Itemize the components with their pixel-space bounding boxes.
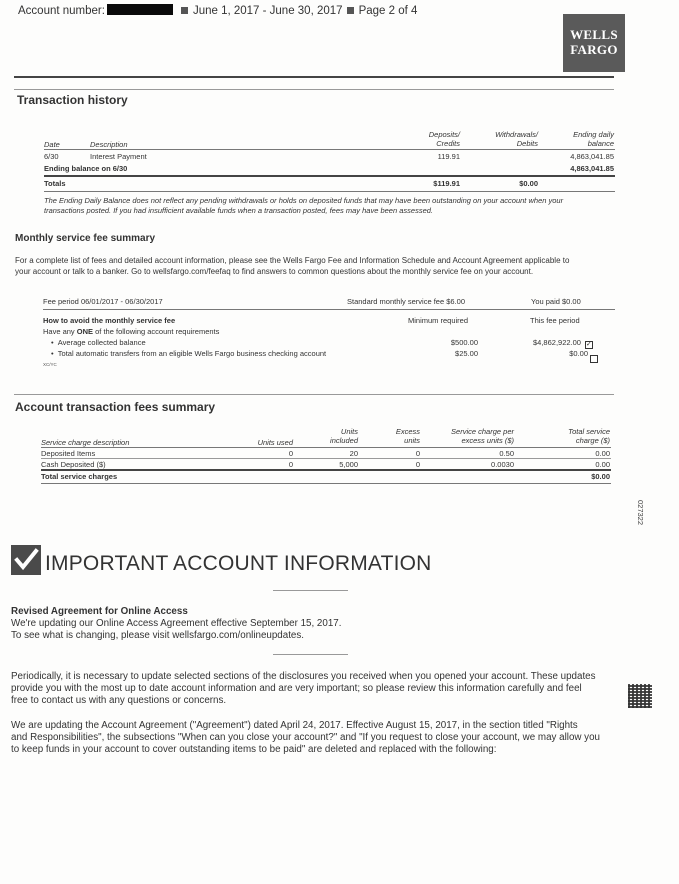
table-header-divider xyxy=(44,149,615,150)
totals-credits: $119.91 xyxy=(433,179,460,188)
table-row-units-used: 0 xyxy=(288,460,293,469)
table-header-divider xyxy=(41,447,611,448)
divider xyxy=(14,89,614,90)
logo-line-1: WELLS xyxy=(570,27,618,42)
table-row-balance: 4,863,041.85 xyxy=(570,152,614,161)
bullet-square-icon xyxy=(347,7,354,14)
table-row-credit: 119.91 xyxy=(437,152,460,161)
table-row-charge-per-unit: 0.0030 xyxy=(491,460,514,469)
standard-fee: Standard monthly service fee $6.00 xyxy=(347,297,465,306)
disclosure-update-paragraph: Periodically, it is necessary to update selected sections of the disclosures you received when you opened your account. These updates provide you with the most up to date account information and are very important; so please review this information carefully and feel free to contact us with any questions or concerns. xyxy=(11,671,596,706)
divider xyxy=(41,483,611,484)
section-title-transaction-history: Transaction history xyxy=(17,93,128,107)
page-header xyxy=(18,4,417,17)
col-header-description: Description xyxy=(90,140,128,149)
divider xyxy=(14,394,614,395)
bullet-square-icon xyxy=(181,7,188,14)
requirement-average-balance-min: $500.00 xyxy=(450,338,478,347)
requirement-auto-transfers-value: $0.00 xyxy=(569,349,588,358)
requirement-average-balance: • Average collected balance xyxy=(51,338,146,347)
revised-agreement-heading: Revised Agreement for Online Access xyxy=(11,606,188,617)
col-header-units-used: Units used xyxy=(257,438,293,447)
table-row-excess-units: 0 xyxy=(415,460,420,469)
col-header-withdrawals: Withdrawals/ Debits xyxy=(495,130,538,148)
requirements-intro: Have any ONE of the following account requirements xyxy=(43,327,220,336)
table-row-units-used: 0 xyxy=(288,449,293,458)
short-divider xyxy=(273,654,348,655)
totals-divider xyxy=(41,469,611,471)
document-side-code: 027322 xyxy=(636,500,645,526)
row-divider xyxy=(41,458,611,459)
qr-code-icon xyxy=(628,684,652,708)
you-paid: You paid $0.00 xyxy=(531,297,581,306)
requirement-auto-transfers: • Total automatic transfers from an eligible Wells Fargo business checking account xyxy=(51,349,327,358)
unchecked-box-icon xyxy=(590,349,598,367)
table-row-units-included: 5,000 xyxy=(339,460,358,469)
this-fee-period-header: This fee period xyxy=(530,316,580,325)
requirement-average-balance-value: $4,862,922.00 ✓ xyxy=(533,338,592,348)
how-to-avoid-heading: How to avoid the monthly service fee xyxy=(43,316,176,325)
page-number: Page 2 of 4 xyxy=(358,5,418,17)
col-header-deposits: Deposits/ Credits xyxy=(428,130,460,148)
table-row-total-charge: 0.00 xyxy=(595,460,610,469)
divider xyxy=(44,191,615,192)
statement-period: June 1, 2017 - June 30, 2017 xyxy=(192,5,343,17)
table-row-charge-per-unit: 0.50 xyxy=(499,449,514,458)
section-title-monthly-fee: Monthly service fee summary xyxy=(15,233,156,244)
col-header-service-description: Service charge description xyxy=(41,438,130,447)
account-agreement-paragraph: We are updating the Account Agreement ("Agreement") dated April 24, 2017. Effective August 15, 2017, in the section titled "Rights and Responsibilities", the subsections "When can you close your account?" and "If you request to close your account, we may allow you to keep funds in your account to cover outstanding items to be paid" are deleted and replaced with the following: xyxy=(11,720,600,755)
totals-label: Totals xyxy=(44,179,66,188)
account-code: XC/YC xyxy=(43,362,57,367)
monthly-fee-intro: For a complete list of fees and detailed account information, please see the Wells Fargo Fee and Information Schedule and Account Agreement applicable to your account or talk to a banker. Go to wellsfargo.com/feefaq to find answers to common questions about the monthly service fee on your account. xyxy=(15,256,570,276)
divider xyxy=(43,309,615,310)
table-row-description: Deposited Items xyxy=(41,449,96,458)
header-divider xyxy=(14,76,614,78)
col-header-units-included: Units included xyxy=(330,427,358,445)
table-row-date: 6/30 xyxy=(44,152,59,161)
fee-period: Fee period 06/01/2017 - 06/30/2017 xyxy=(43,297,163,306)
col-header-ending-balance: Ending daily balance xyxy=(573,130,614,148)
revised-agreement-text: We're updating our Online Access Agreement effective September 15, 2017. To see what is changing, please visit wellsfargo.com/onlineupdates. xyxy=(11,618,342,641)
wells-fargo-logo xyxy=(563,14,625,72)
account-number-label: Account number: xyxy=(18,5,105,17)
checkmark-icon xyxy=(11,545,41,575)
logo-line-2: FARGO xyxy=(570,42,618,57)
table-row-description: Cash Deposited ($) xyxy=(41,460,106,469)
checked-box-icon: ✓ xyxy=(586,341,592,348)
ending-balance-note: The Ending Daily Balance does not reflect any pending withdrawals or holds on deposited funds that may have been outstanding on your account when your transactions posted. If you had insufficient available funds when a transaction posted, fees may have been assessed. xyxy=(44,196,564,215)
col-header-charge-per-unit: Service charge per excess units ($) xyxy=(451,427,514,445)
table-row-excess-units: 0 xyxy=(415,449,420,458)
short-divider xyxy=(273,590,348,591)
ending-balance-value: 4,863,041.85 xyxy=(570,164,614,173)
totals-divider xyxy=(44,175,615,177)
totals-debits: $0.00 xyxy=(519,179,538,188)
minimum-required-header: Minimum required xyxy=(408,316,469,325)
col-header-total-charge: Total service charge ($) xyxy=(568,427,610,445)
total-service-charges-label: Total service charges xyxy=(41,472,118,481)
ending-balance-label: Ending balance on 6/30 xyxy=(44,164,128,173)
table-row-total-charge: 0.00 xyxy=(595,449,610,458)
col-header-date: Date xyxy=(44,140,60,149)
table-row-description: Interest Payment xyxy=(90,152,147,161)
total-service-charges-value: $0.00 xyxy=(591,472,610,481)
redaction-bar xyxy=(107,4,173,15)
requirement-auto-transfers-min: $25.00 xyxy=(455,349,478,358)
section-title-fees-summary: Account transaction fees summary xyxy=(15,400,216,414)
col-header-excess-units: Excess units xyxy=(395,427,420,445)
important-info-title: IMPORTANT ACCOUNT INFORMATION xyxy=(45,552,432,575)
table-row-units-included: 20 xyxy=(349,449,358,458)
